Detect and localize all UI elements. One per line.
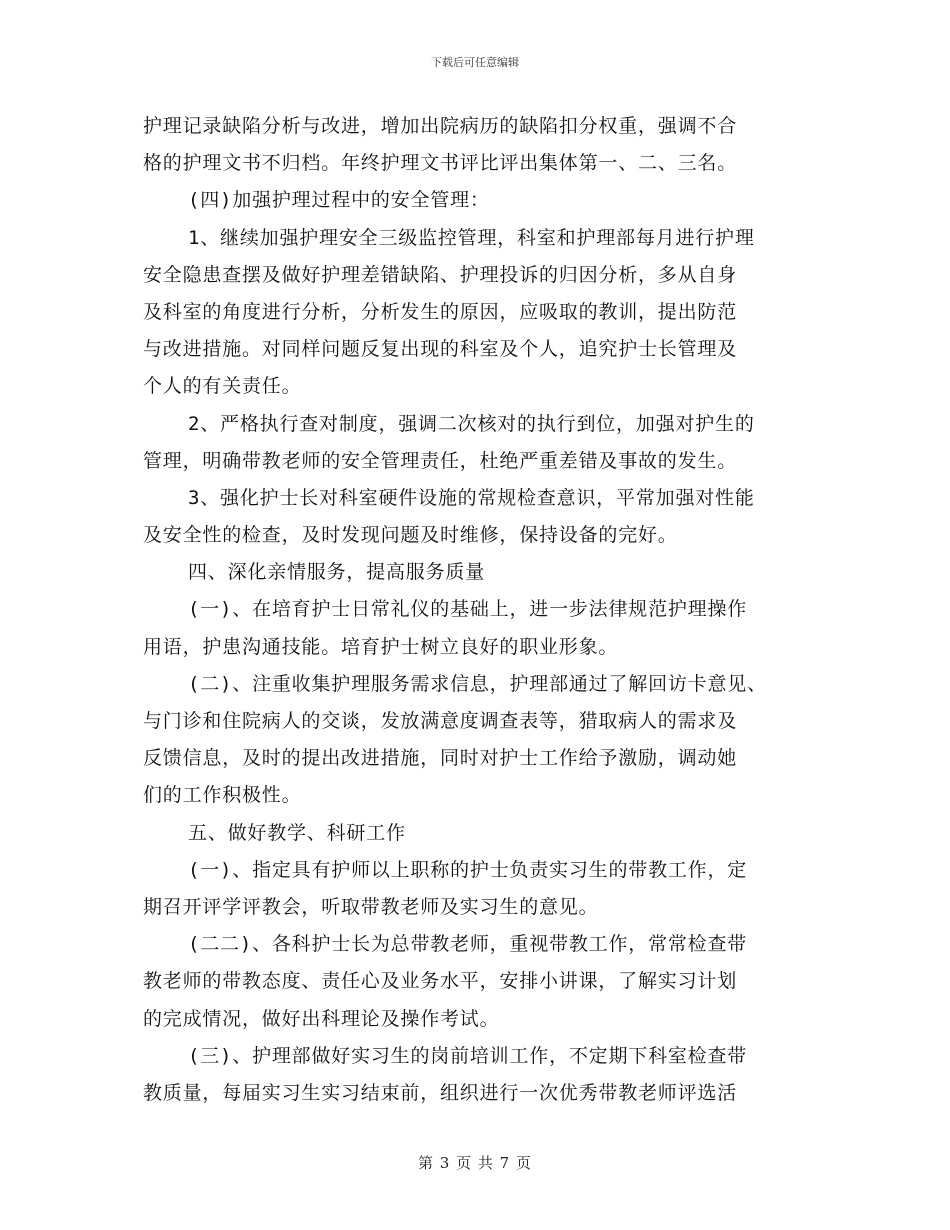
text-line: 个人的有关责任。 — [143, 375, 302, 398]
text-line: 教质量，每届实习生实习结束前，组织进行一次优秀带教老师评选活 — [143, 1081, 738, 1104]
text-line: 教老师的带教态度、责任心及业务水平，安排小讲课，了解实习计划 — [143, 970, 738, 993]
page-number: 第 3 页 共 7 页 — [418, 1154, 532, 1172]
text-line: 及安全性的检查，及时发现问题及时维修，保持设备的完好。 — [143, 524, 678, 547]
text-line: (四)加强护理过程中的安全管理： — [188, 189, 490, 212]
text-line: 3、强化护士长对科室硬件设施的常规检查意识，平常加强对性能 — [188, 486, 755, 509]
text-line: 安全隐患查摆及做好护理差错缺陷、护理投诉的归因分析，多从自身 — [143, 263, 738, 286]
text-line: (一)、指定具有护师以上职称的护士负责实习生的带教工作，定 — [188, 858, 748, 881]
text-line: 管理，明确带教老师的安全管理责任，杜绝严重差错及事故的发生。 — [143, 449, 738, 472]
text-line: 期召开评学评教会，听取带教老师及实习生的意见。 — [143, 895, 599, 918]
text-line: 反馈信息，及时的提出改进措施，同时对护士工作给予激励，调动她 — [143, 747, 738, 770]
text-line: (二二)、各科护士长为总带教老师，重视带教工作，常常检查带 — [188, 933, 748, 956]
text-line: 格的护理文书不归档。年终护理文书评比评出集体第一、二、三名。 — [143, 152, 738, 175]
page-header: 下载后可任意编辑 — [431, 56, 519, 69]
text-line: (二)、注重收集护理服务需求信息，护理部通过了解回访卡意见、 — [188, 672, 767, 695]
text-line: (一)、在培育护士日常礼仪的基础上，进一步法律规范护理操作 — [188, 598, 748, 621]
text-line: 与门诊和住院病人的交谈，发放满意度调查表等，猎取病人的需求及 — [143, 710, 738, 732]
text-line: 2、严格执行查对制度，强调二次核对的执行到位，加强对护生的 — [188, 412, 755, 435]
text-line: 五、做好教学、科研工作 — [188, 821, 406, 844]
text-line: 用语，护患沟通技能。培育护士树立良好的职业形象。 — [143, 635, 619, 658]
text-line: 护理记录缺陷分析与改进，增加出院病历的缺陷扣分权重，强调不合 — [143, 115, 738, 137]
document-body — [143, 108, 808, 1112]
text-line: 1、继续加强护理安全三级监控管理，科室和护理部每月进行护理 — [188, 226, 755, 249]
text-line: 及科室的角度进行分析，分析发生的原因，应吸取的教训，提出防范 — [143, 300, 738, 323]
text-line: 四、深化亲情服务，提高服务质量 — [188, 561, 486, 584]
text-line: 与改进措施。对同样问题反复出现的科室及个人，追究护士长管理及 — [143, 338, 738, 361]
text-line: 的完成情况，做好出科理论及操作考试。 — [143, 1007, 500, 1030]
text-line: (三)、护理部做好实习生的岗前培训工作，不定期下科室检查带 — [188, 1044, 748, 1067]
text-line: 们的工作积极性。 — [143, 784, 302, 807]
